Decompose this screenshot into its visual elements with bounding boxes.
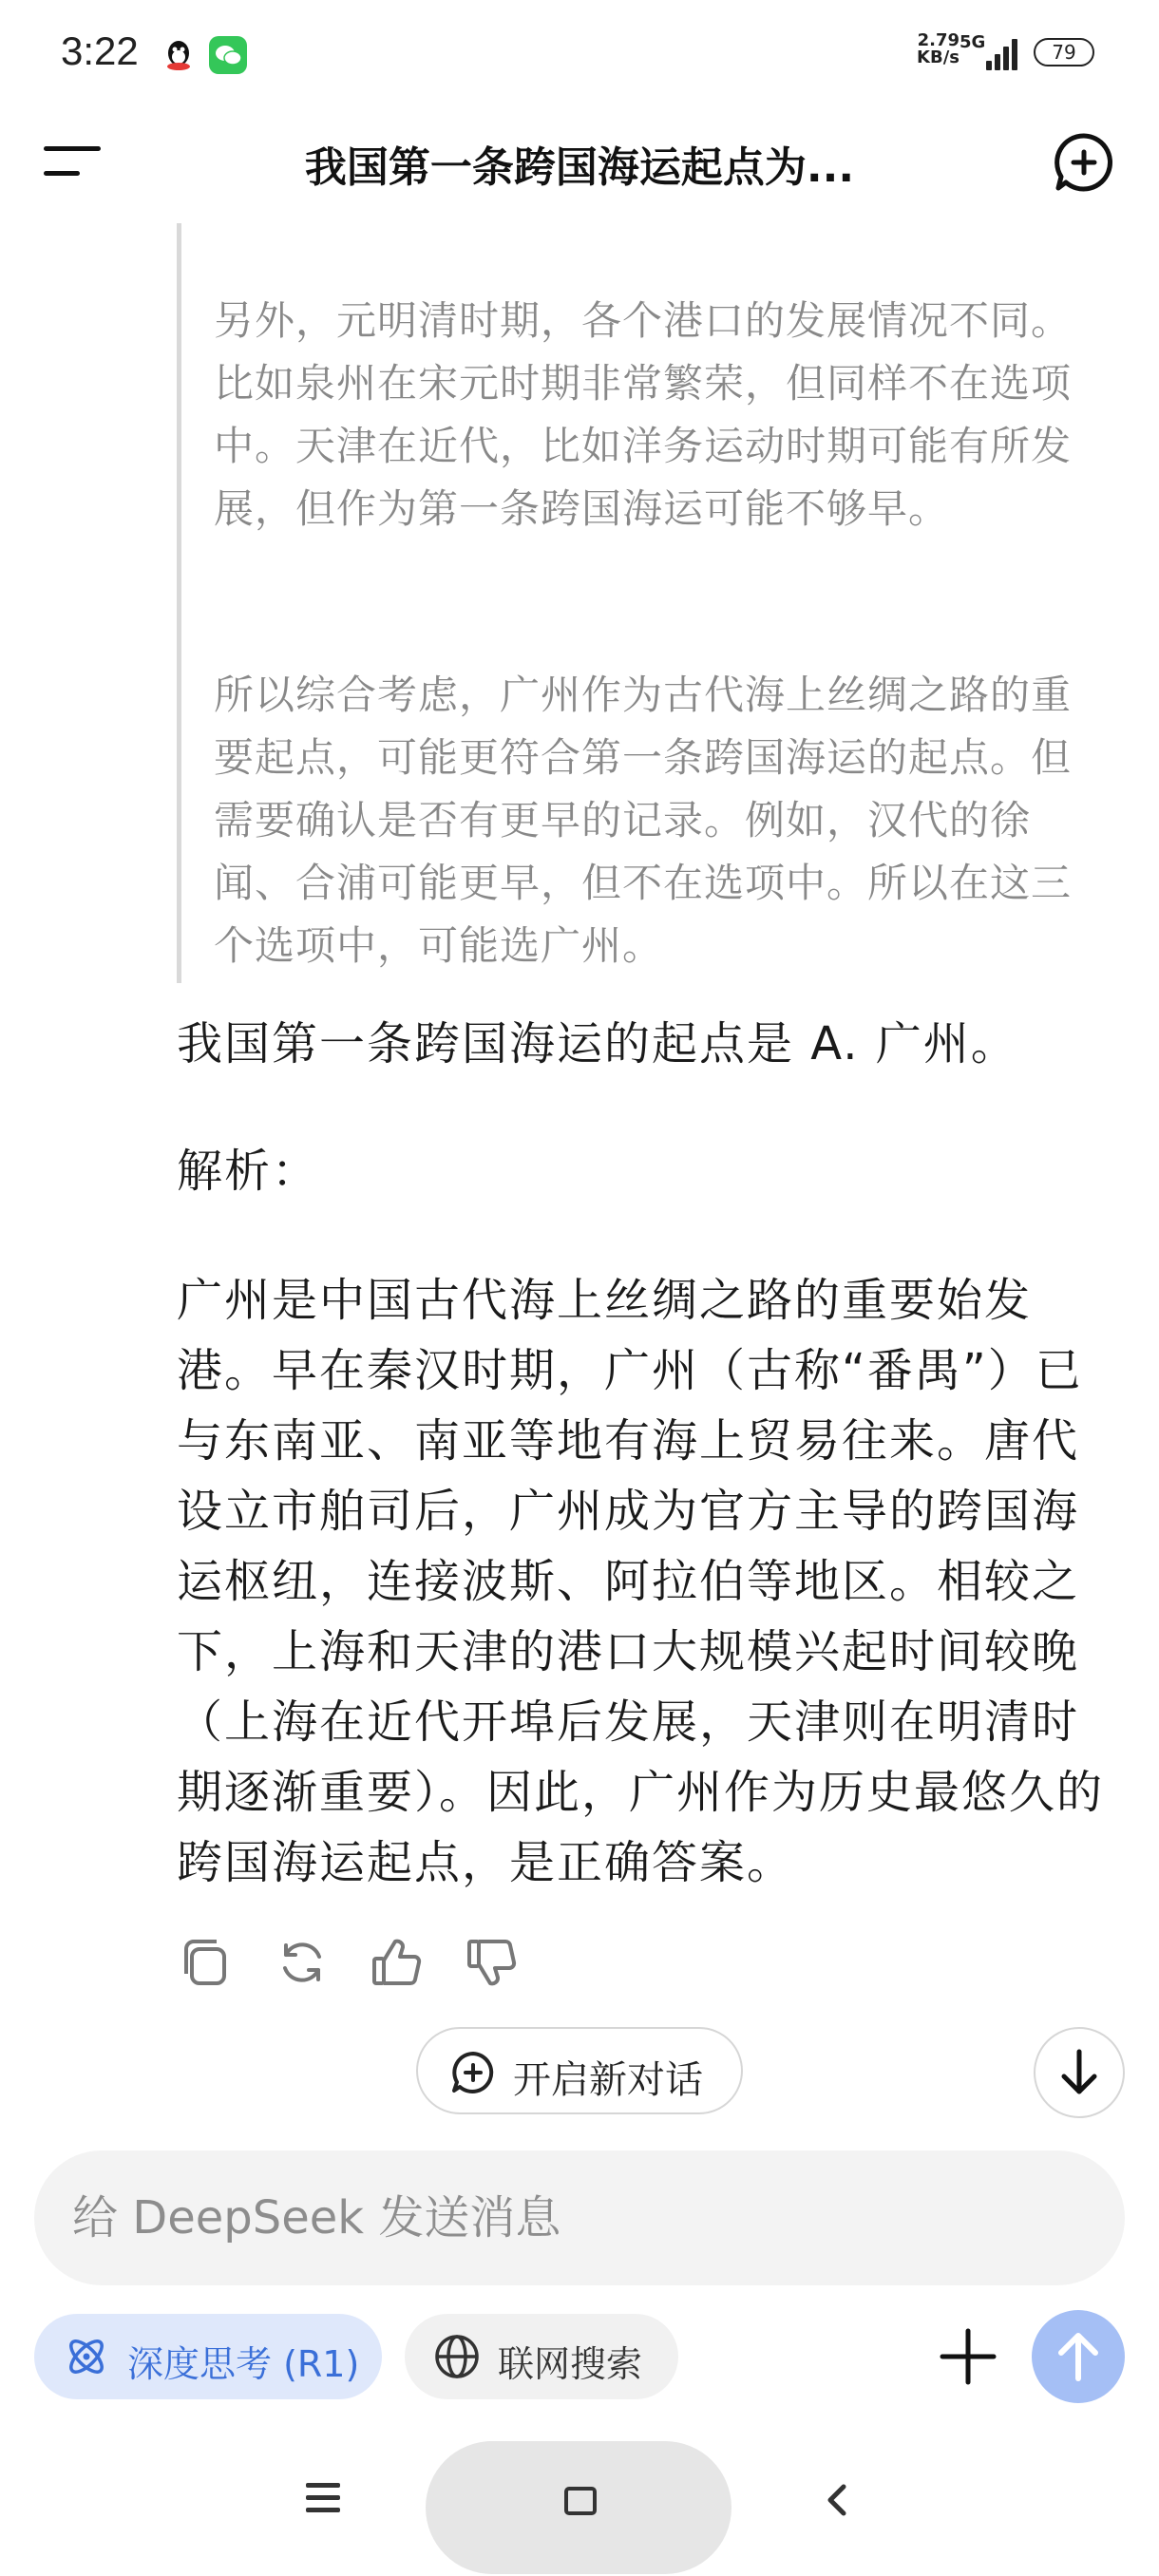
- analysis-body: 广州是中国古代海上丝绸之路的重要始发港。早在秦汉时期，广州（古称“番禺”）已与东南亚、南亚等地有海上贸易往来。唐代设立市舶司后，广州成为官方主导的跨国海运枢纽，连接波斯、阿拉伯等地区。相较之下，上海和天津的港口大规模兴起时间较晚（上海在近代开埠后发展，天津则在明清时期逐渐重要）。因此，广州作为历史最悠久的跨国海运起点，是正确答案。: [177, 1274, 1105, 1889]
- nav-recents-icon[interactable]: [306, 2483, 346, 2515]
- scroll-to-bottom-button[interactable]: [1034, 2027, 1125, 2118]
- reasoning-block: [177, 223, 1112, 983]
- qq-notification-icon: [160, 36, 198, 74]
- new-conversation-label: 开启新对话: [513, 2058, 703, 2102]
- nav-home-icon[interactable]: [564, 2487, 597, 2515]
- new-chat-icon: [450, 2050, 496, 2095]
- arrow-down-icon: [1036, 2029, 1123, 2116]
- web-search-label: 联网搜索: [498, 2343, 643, 2385]
- message-input[interactable]: [34, 2150, 1125, 2285]
- network-type: 5G: [960, 32, 986, 52]
- new-chat-icon[interactable]: [1053, 131, 1115, 194]
- signal-icon: [986, 38, 1020, 70]
- reasoning-paragraph: 所以综合考虑，广州作为古代海上丝绸之路的重要起点，可能更符合第一条跨国海运的起点。但需要确认是否有更早的记录。例如，汉代的徐闻、合浦可能更早，但不在选项中。所以在这三个选项中，可能选广州。: [214, 672, 1073, 969]
- deep-think-toggle[interactable]: [34, 2314, 382, 2399]
- web-search-toggle[interactable]: [405, 2314, 678, 2399]
- thumbs-up-icon[interactable]: [369, 1934, 426, 1991]
- nav-back-icon[interactable]: [819, 2481, 857, 2519]
- battery-indicator: 79: [1034, 38, 1094, 66]
- thumbs-down-icon[interactable]: [464, 1934, 521, 1991]
- status-time: 3:22: [61, 28, 139, 73]
- atom-icon: [63, 2333, 110, 2380]
- reasoning-paragraph: 另外，元明清时期，各个港口的发展情况不同。比如泉州在宋元时期非常繁荣，但同样不在选项中。天津在近代，比如洋务运动时期可能有所发展，但作为第一条跨国海运可能不够早。: [214, 297, 1073, 532]
- globe-icon: [433, 2333, 481, 2380]
- deep-think-label: 深度思考 (R1): [127, 2343, 360, 2385]
- regenerate-icon[interactable]: [274, 1934, 331, 1991]
- net-speed: 2.79 KB/s: [917, 30, 960, 67]
- plus-icon: [935, 2323, 1001, 2390]
- new-conversation-button[interactable]: [416, 2027, 743, 2114]
- answer-conclusion: 我国第一条跨国海运的起点是 A. 广州。: [177, 1017, 1018, 1070]
- menu-icon[interactable]: [44, 142, 101, 180]
- analysis-heading: 解析：: [177, 1145, 320, 1198]
- arrow-up-icon: [1032, 2310, 1125, 2403]
- page-title: 我国第一条跨国海运起点为...: [304, 143, 855, 192]
- attach-plus-button[interactable]: [935, 2323, 1001, 2390]
- wechat-notification-icon: [209, 36, 247, 74]
- send-button[interactable]: [1032, 2310, 1125, 2403]
- copy-icon[interactable]: [177, 1934, 234, 1991]
